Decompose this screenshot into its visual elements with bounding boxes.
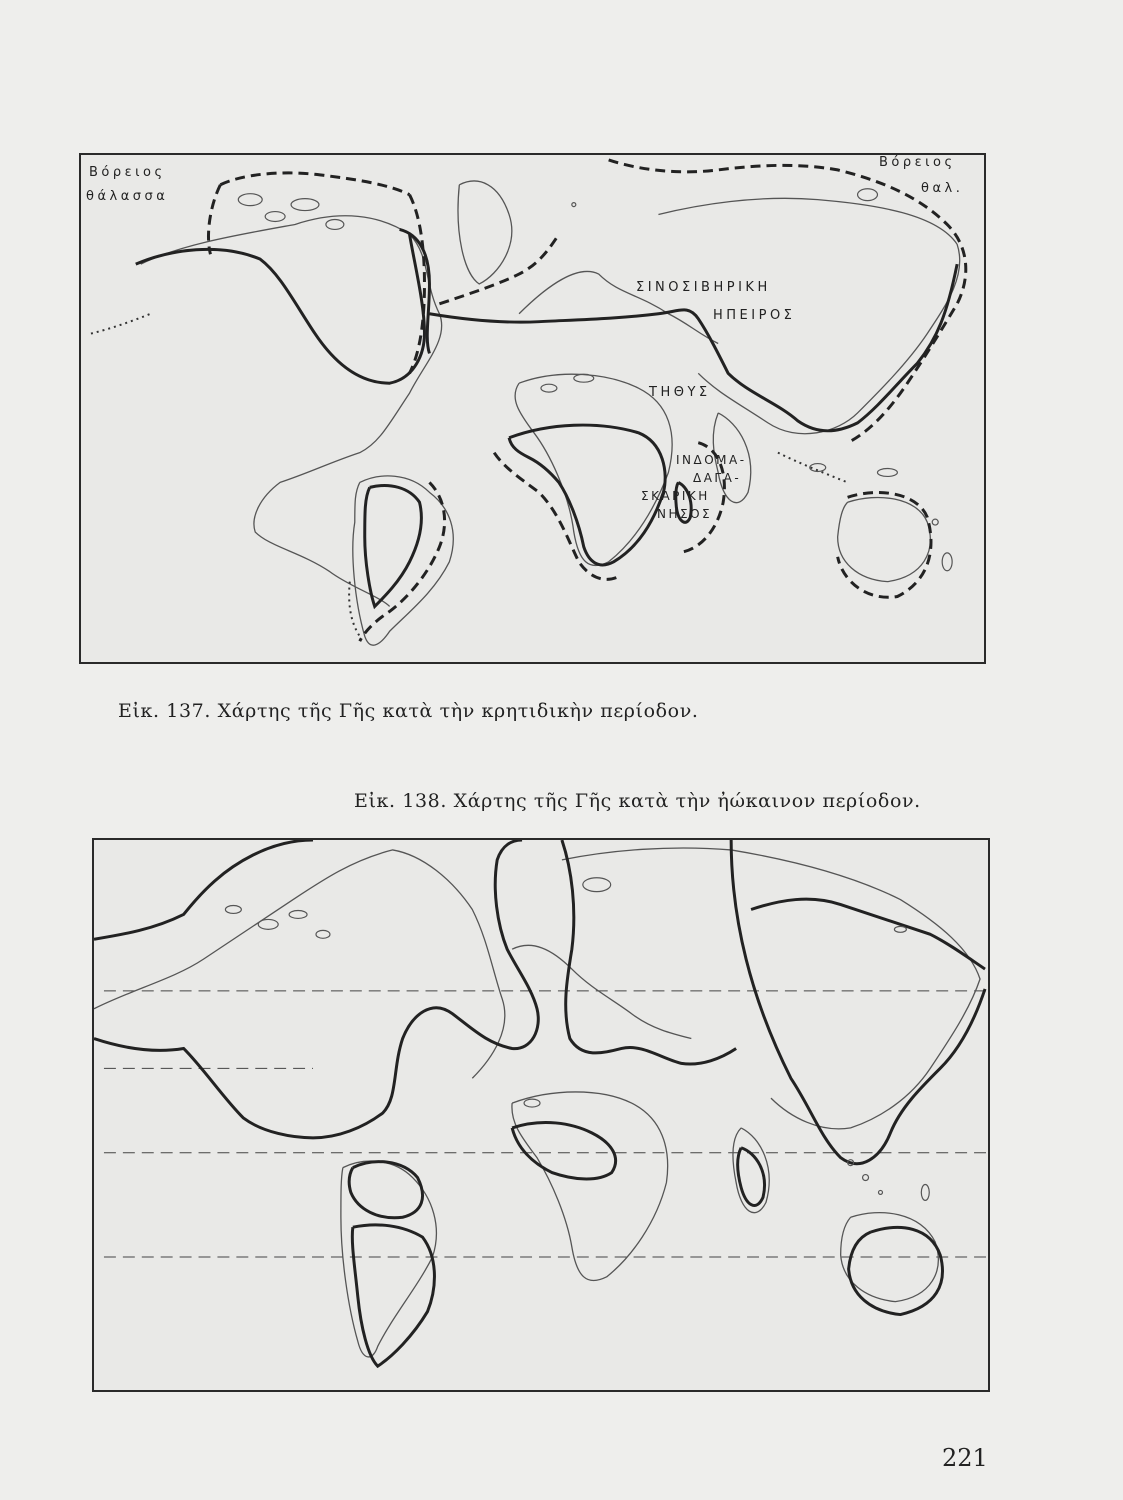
south-america-north-landmass <box>349 1162 422 1218</box>
island <box>574 374 594 382</box>
india-landmass <box>738 1148 765 1206</box>
island <box>326 219 344 229</box>
island <box>583 878 611 892</box>
island <box>878 1190 882 1194</box>
south-america-dashed-edge <box>360 482 445 641</box>
indomadagascar-label-3: ΣΚΑΡΙΚΗ <box>641 489 710 503</box>
sinosiberian-label-2: ΗΠΕΙΡΟΣ <box>713 308 796 323</box>
island <box>258 919 278 929</box>
island <box>524 1099 540 1107</box>
figure-137-caption: Εἰκ. 137. Χάρτης τῆς Γῆς κατὰ τὴν κρητιδικὴν περίοδον. <box>118 700 699 722</box>
africa-north-landmass <box>512 1122 615 1178</box>
asia-dashed-edge <box>609 160 966 443</box>
island <box>921 1184 929 1200</box>
island <box>858 189 878 201</box>
south-america-south-landmass <box>352 1225 434 1366</box>
island <box>932 519 938 525</box>
tethys-label: ΤΗΘΥΣ <box>649 385 711 400</box>
island <box>225 906 241 914</box>
north-america-coast <box>141 216 442 607</box>
island <box>572 203 576 207</box>
north-america-landmass <box>136 234 425 383</box>
north-america-west-dashed <box>208 185 220 254</box>
eocene-map-drawing <box>94 840 988 1390</box>
island <box>316 930 330 938</box>
asia-coast <box>562 848 980 1129</box>
north-america-coast <box>94 850 505 1078</box>
cretaceous-world-map <box>79 153 986 664</box>
island <box>863 1175 869 1181</box>
africa-coast <box>512 1092 668 1281</box>
page-number: 221 <box>942 1444 988 1472</box>
aleutian-dots <box>91 314 151 334</box>
island <box>265 212 285 222</box>
eocene-world-map <box>92 838 990 1392</box>
north-sea-left-label-1: Βόρειος <box>89 165 166 180</box>
north-sea-right-label-2: θαλ. <box>921 181 964 196</box>
indonesia-dots <box>778 453 848 483</box>
north-america-dashed-edge <box>220 173 409 195</box>
north-sea-left-label-2: θάλασσα <box>86 189 169 204</box>
australia-coast <box>838 497 931 581</box>
north-sea-right-label-1: Βόρειος <box>879 155 956 170</box>
north-america-landmass <box>94 840 313 939</box>
cretaceous-map-drawing <box>81 155 984 662</box>
indomadagascar-label-1: ΙΝΔΟΜΑ- <box>676 453 747 467</box>
south-america-coast <box>353 476 453 645</box>
island <box>894 926 906 932</box>
indomadagascar-label-2: ΔΑΓΑ- <box>693 471 742 485</box>
figure-138-caption: Εἰκ. 138. Χάρτης τῆς Γῆς κατὰ τὴν ἠώκαινον περίοδον. <box>354 790 921 812</box>
island <box>291 199 319 211</box>
africa-coast <box>515 374 672 565</box>
asia-landmass <box>731 840 985 1164</box>
greenland-coast <box>458 181 512 284</box>
atlantic-ridge <box>562 840 736 1064</box>
island <box>541 384 557 392</box>
asia-north-edge <box>751 899 985 969</box>
indomadagascar-label-4: ΝΗΣΟΣ <box>657 507 713 521</box>
island <box>877 469 897 477</box>
sinosiberian-label-1: ΣΙΝΟΣΙΒΗΡΙΚΗ <box>636 280 771 295</box>
island <box>942 553 952 571</box>
island <box>238 194 262 206</box>
island <box>289 910 307 918</box>
